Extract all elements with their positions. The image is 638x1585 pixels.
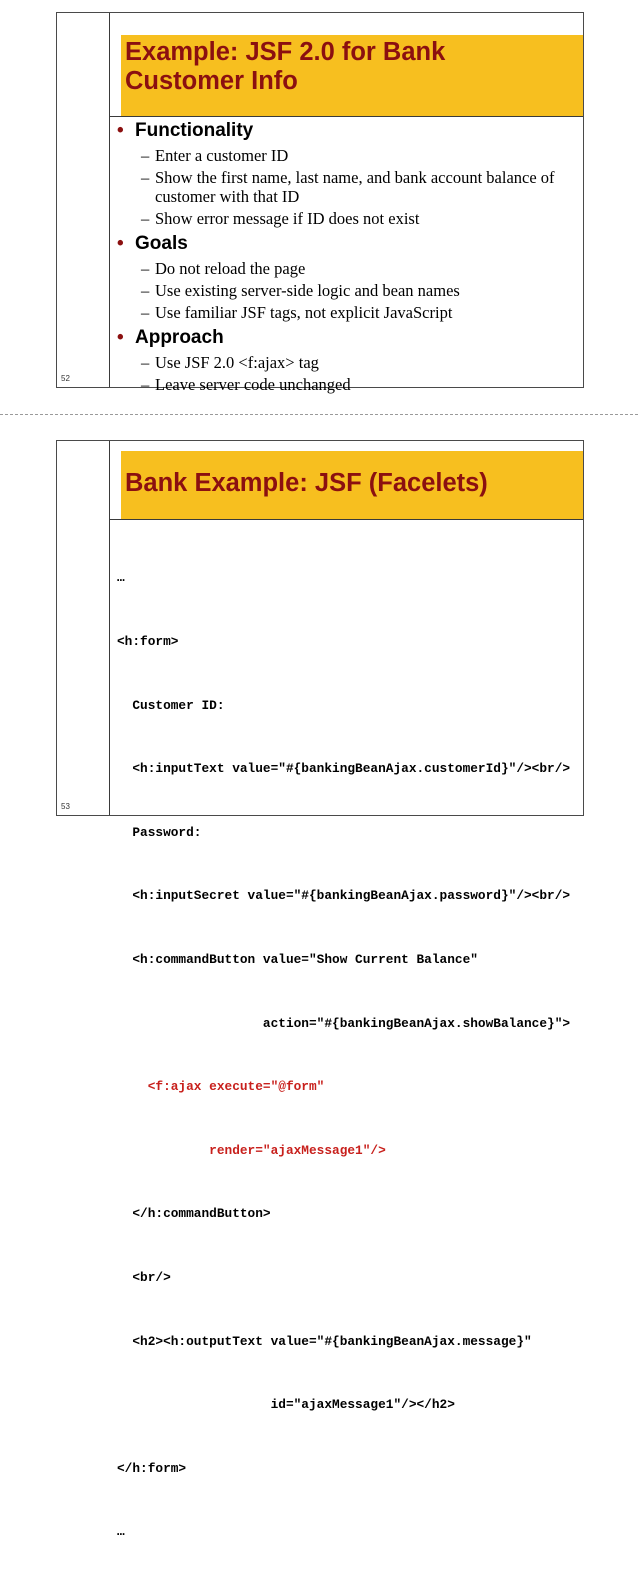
dash-icon: – [141,168,150,187]
sub-list-goals [117,259,575,322]
sub-item [117,168,575,206]
slide-title: Bank Example: JSF (Facelets) [125,469,488,497]
code-line: … [117,570,125,586]
sub-item-text: Leave server code unchanged [155,375,351,394]
sub-item-text: Show error message if ID does not exist [155,209,420,228]
dash-icon: – [141,375,150,394]
code-line: action="#{bankingBeanAjax.showBalance}"> [117,1015,571,1031]
sub-item [117,209,575,228]
code-line: <h:inputSecret value="#{bankingBeanAjax.password}"/><br/> [117,888,571,904]
code-line: </h:commandButton> [117,1206,271,1222]
sub-item [117,303,575,322]
sub-item-text: Use JSF 2.0 <f:ajax> tag [155,353,319,372]
page-number: 52 [61,374,70,383]
sub-item-text: Do not reload the page [155,259,306,278]
page-cut-line [0,414,638,415]
bullet-list [117,119,575,398]
code-line: id="ajaxMessage1"/></h2> [117,1397,455,1413]
bullet-dot-icon: • [117,120,124,141]
horizontal-rule [109,519,583,520]
dash-icon: – [141,259,150,278]
code-line: <h:inputText value="#{bankingBeanAjax.customerId}"/><br/> [117,761,571,777]
code-line: </h:form> [117,1460,187,1476]
page-number: 53 [61,802,70,811]
sub-item-text: Enter a customer ID [155,146,289,165]
code-line: <h2><h:outputText value="#{bankingBeanAjax.message}" [117,1333,532,1349]
code-line: <h:form> [117,634,179,649]
sub-list-approach [117,353,575,394]
dash-icon: – [141,353,150,372]
bullet-functionality [117,119,575,143]
code-line: … [117,1524,125,1540]
code-line-highlight: render="ajaxMessage1"/> [117,1142,386,1158]
sub-item-text: Show the first name, last name, and bank account balance of customer with that ID [155,168,555,206]
sub-item [117,281,575,300]
vertical-rule [109,441,110,815]
dash-icon: – [141,146,150,165]
code-line-highlight: <f:ajax execute="@form" [117,1079,325,1095]
slide-52 [56,12,584,394]
sub-list-functionality [117,146,575,228]
bullet-heading: Approach [135,327,224,348]
dash-icon: – [141,209,150,228]
code-line: <br/> [117,1269,171,1285]
slide-title-line-1: Example: JSF 2.0 for Bank [125,38,446,66]
sub-item [117,353,575,372]
sub-item-text: Use familiar JSF tags, not explicit JavaScript [155,303,453,322]
dash-icon: – [141,281,150,300]
vertical-rule [109,13,110,387]
sub-item [117,375,575,394]
code-line: Customer ID: [117,697,225,713]
bullet-dot-icon: • [117,233,124,254]
sub-item [117,146,575,165]
code-line: <h:commandButton value="Show Current Balance" [117,951,478,967]
bullet-heading: Goals [135,233,188,254]
sub-item-text: Use existing server-side logic and bean names [155,281,460,300]
bullet-dot-icon: • [117,327,124,348]
code-block [117,525,579,1585]
dash-icon: – [141,303,150,322]
bullet-heading: Functionality [135,120,254,141]
horizontal-rule [109,116,583,117]
slide-title [125,38,445,96]
code-line: Password: [117,824,202,840]
slide-title-line-2: Customer Info [125,67,298,95]
bullet-approach [117,326,575,350]
sub-item [117,259,575,278]
bullet-goals [117,232,575,256]
slide-53 [56,440,584,1540]
